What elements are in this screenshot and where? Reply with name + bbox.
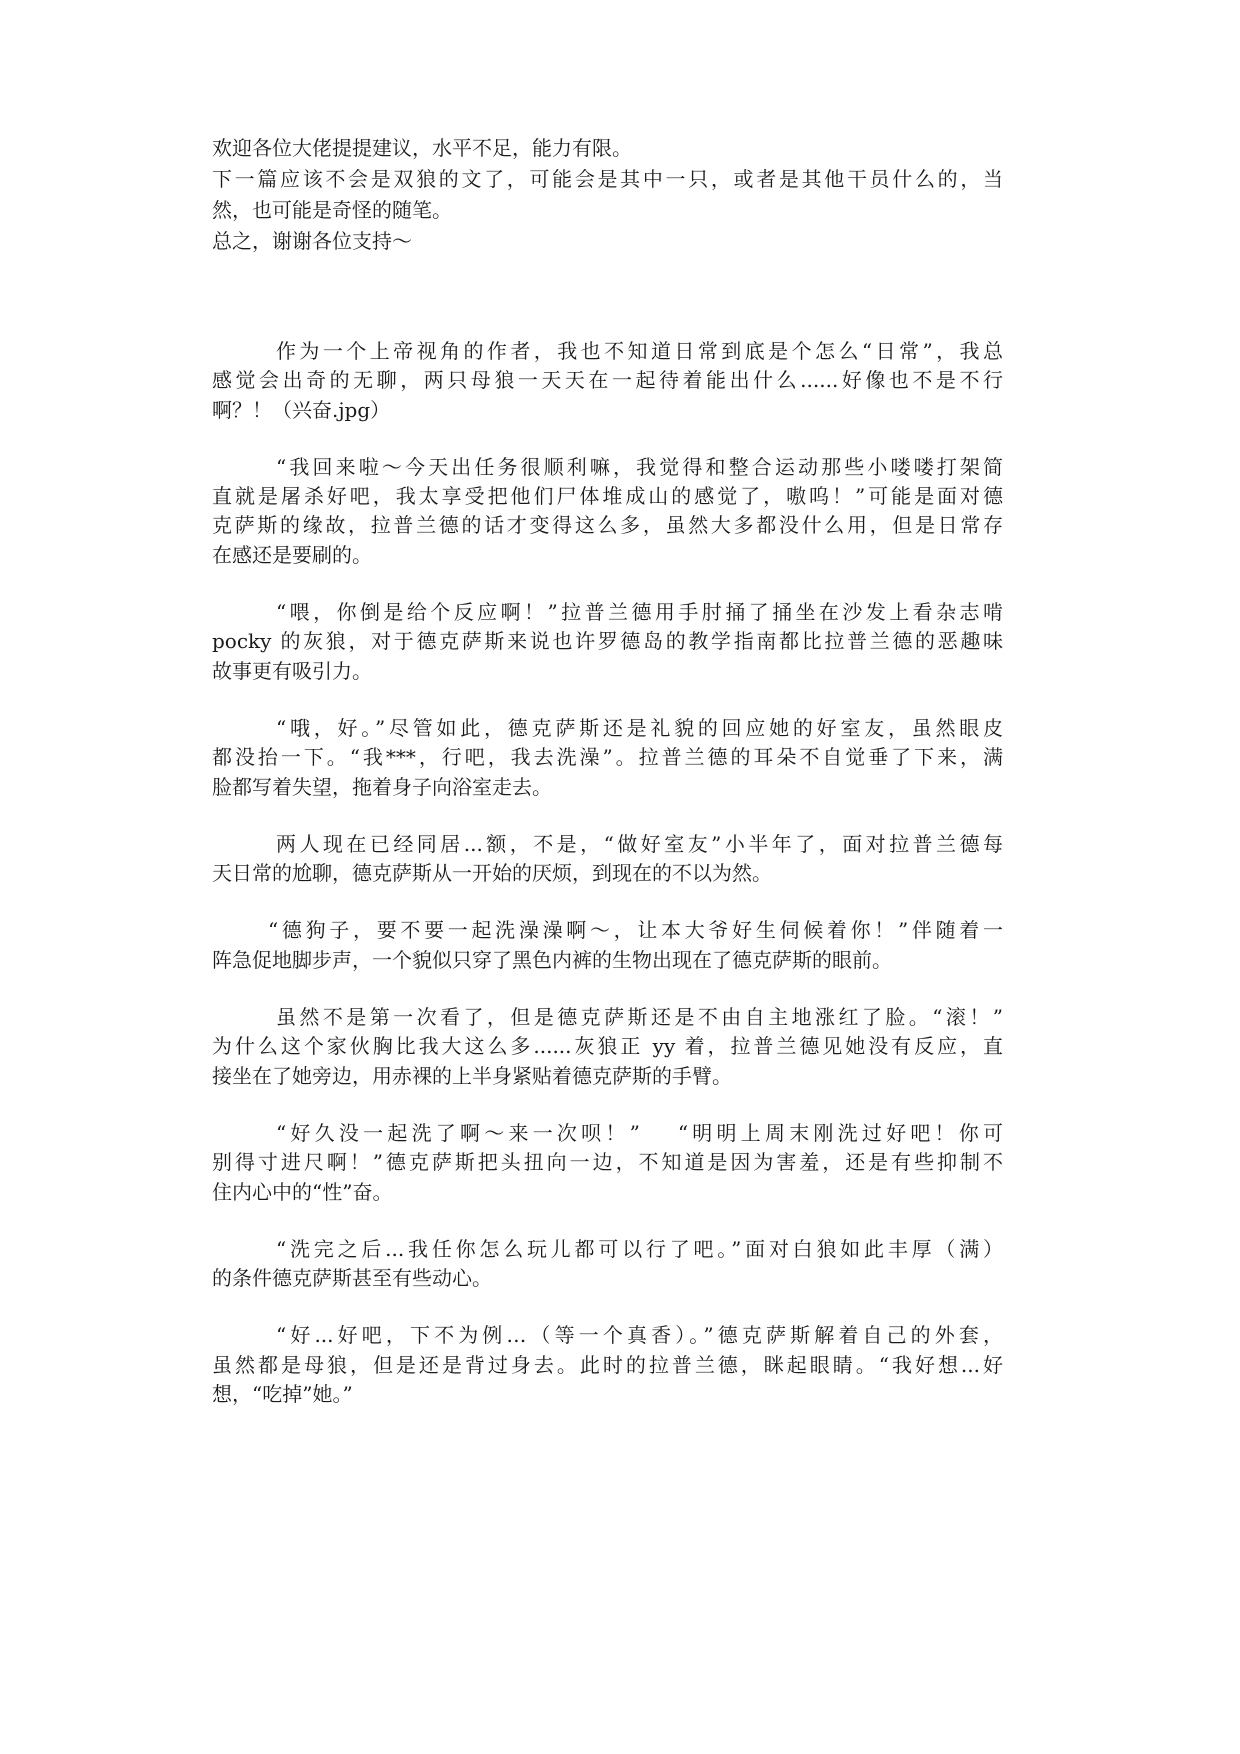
text-line: “哦，好。”尽管如此，德克萨斯还是礼貌的回应她的好室友，虽然眼皮	[276, 715, 1003, 740]
text-line: 啊？！（兴奋.jpg）	[212, 397, 391, 422]
text-line: 阵急促地脚步声，一个貌似只穿了黑色内裤的生物出现在了德克萨斯的眼前。	[212, 947, 892, 972]
story-body	[212, 337, 1003, 1437]
text-line: “德狗子，要不要一起洗澡澡啊～，让本大爷好生伺候着你！”伴随着一	[268, 918, 1003, 943]
text-line: 欢迎各位大佬提提建议，水平不足，能力有限。	[212, 136, 632, 160]
text-line: 脸都写着失望，拖着身子向浴室走去。	[212, 774, 552, 799]
text-line: 感觉会出奇的无聊，两只母狼一天天在一起待着能出什么......好像也不是不行	[212, 368, 1003, 393]
text-line: “我回来啦～今天出任务很顺利嘛，我觉得和整合运动那些小喽喽打架简	[276, 454, 1003, 479]
text-line: pocky 的灰狼，对于德克萨斯来说也许罗德岛的教学指南都比拉普兰德的恶趣味	[212, 629, 1003, 654]
paragraph	[212, 337, 1003, 425]
text-line: 接坐在了她旁边，用赤裸的上半身紧贴着德克萨斯的手臂。	[212, 1063, 732, 1088]
text-line: 然，也可能是奇怪的随笔。	[212, 198, 452, 222]
text-line: 下一篇应该不会是双狼的文了，可能会是其中一只，或者是其他干员什么的，当	[212, 167, 1003, 191]
dialogue-texas: “明明上周末刚洗过好吧！你可	[677, 1120, 1003, 1145]
paragraph	[212, 1321, 1003, 1409]
text-line: 总之，谢谢各位支持～	[212, 229, 412, 253]
text-line: 住内心中的“性”奋。	[212, 1179, 393, 1204]
text-line: 在感还是要刷的。	[212, 542, 372, 567]
paragraph	[212, 1119, 1003, 1207]
text-line: 想，“吃掉”她。”	[212, 1382, 353, 1407]
paragraph	[212, 714, 1003, 802]
text-line: 为什么这个家伙胸比我大这么多......灰狼正 yy 着，拉普兰德见她没有反应，直	[212, 1034, 1003, 1059]
author-note	[212, 133, 1003, 257]
paragraph	[212, 830, 1003, 889]
text-line: 故事更有吸引力。	[212, 658, 372, 683]
text-line: 都没抬一下。“我***，行吧，我去洗澡”。拉普兰德的耳朵不自觉垂了下来，满	[212, 745, 1003, 770]
text-line: 直就是屠杀好吧，我太享受把他们尸体堆成山的感觉了，嗷呜！”可能是面对德	[212, 484, 1003, 509]
paragraph	[212, 1235, 1003, 1294]
text-line: 虽然都是母狼，但是还是背过身去。此时的拉普兰德，眯起眼睛。“我好想...好	[212, 1352, 1003, 1377]
paragraph	[212, 598, 1003, 686]
text-line: “洗完之后...我任你怎么玩儿都可以行了吧。”面对白狼如此丰厚（满）	[276, 1236, 1003, 1261]
text-line: 虽然不是第一次看了，但是德克萨斯还是不由自主地涨红了脸。“滚！”	[276, 1005, 1003, 1030]
paragraph	[212, 916, 1003, 975]
text-line	[212, 1119, 1003, 1148]
text-line: 天日常的尬聊，德克萨斯从一开始的厌烦，到现在的不以为然。	[212, 861, 772, 886]
text-line: 两人现在已经同居...额，不是，“做好室友”小半年了，面对拉普兰德每	[276, 831, 1003, 856]
dialogue-lappland: “好久没一起洗了啊～来一次呗！”	[276, 1120, 640, 1145]
text-line: 别得寸进尺啊！”德克萨斯把头扭向一边，不知道是因为害羞，还是有些抑制不	[212, 1150, 1003, 1175]
text-line: 克萨斯的缘故，拉普兰德的话才变得这么多，虽然大多都没什么用，但是日常存	[212, 513, 1003, 538]
text-line: 的条件德克萨斯甚至有些动心。	[212, 1266, 492, 1291]
paragraph	[212, 1003, 1003, 1091]
text-line: 作为一个上帝视角的作者，我也不知道日常到底是个怎么“日常”，我总	[276, 339, 1003, 363]
paragraph	[212, 453, 1003, 570]
text-line: “好...好吧，下不为例…（等一个真香）。”德克萨斯解着自己的外套，	[276, 1323, 1003, 1348]
text-line: “喂，你倒是给个反应啊！”拉普兰德用手肘捅了捅坐在沙发上看杂志啃	[276, 600, 1003, 625]
